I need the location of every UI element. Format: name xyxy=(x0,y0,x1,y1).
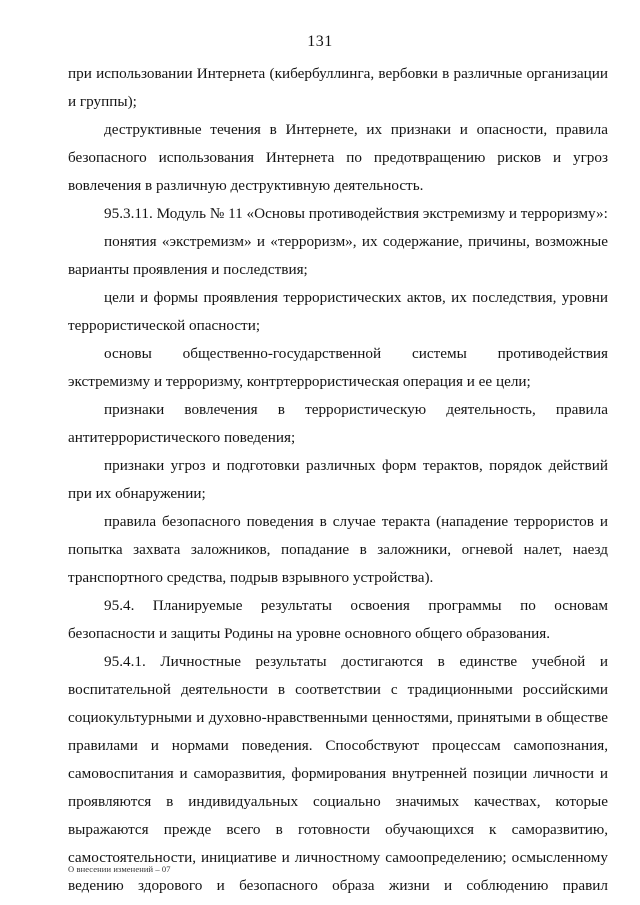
paragraph-goals-forms: цели и формы проявления террористических актов, их последствия, уровни террористической опасности; xyxy=(68,289,608,334)
module-11-heading: 95.3.11. Модуль № 11 «Основы противодействия экстремизму и терроризму»: xyxy=(104,205,608,222)
paragraph-state-system: основы общественно-государственной системы противодействия экстремизму и терроризму, контртеррористическая операция и ее цели; xyxy=(68,345,608,390)
paragraph-threat-signs: признаки угроз и подготовки различных форм терактов, порядок действий при их обнаружении; xyxy=(68,457,608,502)
paragraph-safe-behavior: правила безопасного поведения в случае теракта (нападение террористов и попытка захвата заложников, попадание в заложники, огневой налет, наезд транспортного средства, подрыв взрывного устройства). xyxy=(68,513,608,586)
paragraph-concepts: понятия «экстремизм» и «терроризм», их содержание, причины, возможные варианты проявления и последствия; xyxy=(68,233,608,278)
paragraph-internet-risks: при использовании Интернета (кибербуллинга, вербовки в различные организации и группы); xyxy=(68,65,608,110)
section-95-4-1-personal-results: 95.4.1. Личностные результаты достигаются в единстве учебной и воспитательной деятельности в соответствии с традиционными российскими социокультурными и духовно-нравственными ценностями, принятыми в обществе правилами и нормами поведения. Способствуют процессам самопознания, самовоспитания и саморазвития, формирования внутренней позиции личности и проявляются в индивидуальных социально значимых качествах, которые выражаются прежде всего в готовности обучающихся к саморазвитию, самостоятельности, инициативе и личностному самоопределению; осмысленному ведению здорового и безопасного образа жизни и соблюдению правил xyxy=(68,653,608,894)
footer-note: О внесении изменений – 07 xyxy=(68,864,171,874)
paragraph-destructive-trends: деструктивные течения в Интернете, их признаки и опасности, правила безопасного использования Интернета по предотвращению рисков и угроз вовлечения в различную деструктивную деятельность. xyxy=(68,121,608,194)
section-95-4-heading: 95.4. Планируемые результаты освоения программы по основам безопасности и защиты Родины на уровне основного общего образования. xyxy=(68,597,608,642)
document-body xyxy=(68,60,608,900)
page-number: 131 xyxy=(307,33,333,50)
paragraph-signs-involvement: признаки вовлечения в террористическую деятельность, правила антитеррористического поведения; xyxy=(68,401,608,446)
